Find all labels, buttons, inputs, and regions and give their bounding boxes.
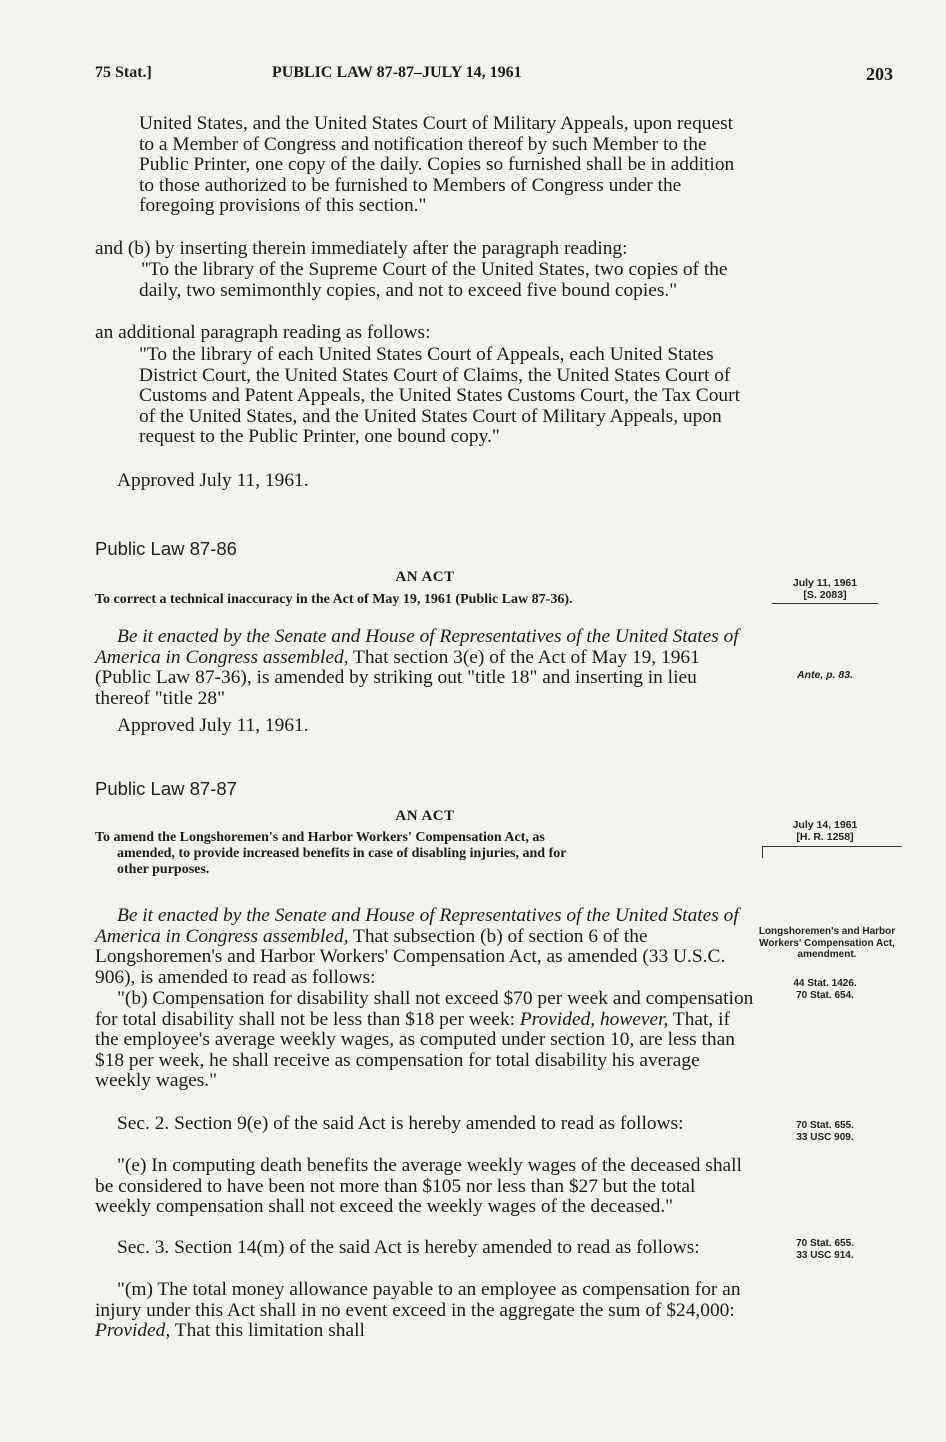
law-86-margin-rule [772,603,878,604]
quote-library: "To the library of each United States Court of Appeals, each United States District Court, the United States Court of Claims, the United States Court of Customs and Patent Appeals, the United States Customs Court, the Tax Court of the United States, and the United States Court of Military Appeals, upon request to the Public Printer, one bound copy." [139,344,740,448]
law-87-margin-note-2b: 33 USC 909. [796,1132,854,1143]
law-87-margin-tick [762,846,763,858]
law-86-title: To correct a technical inaccuracy in the Act of May 19, 1961 (Public Law 87-36). [95,592,573,607]
law-86-margin-date: July 11, 1961 [792,577,858,589]
additional-paragraph: an additional paragraph reading as follows: [95,322,431,343]
law-87-margin-date: July 14, 1961 [792,819,858,831]
law-87-margin-note-1c: 70 Stat. 654. [796,990,854,1001]
law-87-subsection-b: "(b) Compensation for disability shall not exceed $70 per week and compensation for total disability shall not be less than $18 per week: Provided, however, That, if the employee's average weekly wages, as computed under section 10, are less than $18 per week, he shall receive as compensation for total disability his average weekly wages." [95,988,754,1092]
law-87-enacting: Be it enacted by the Senate and House of Representatives of the United States of America in Congress assembled, That subsection (b) of section 6 of the Longshoremen's and Harbor Workers' Compensation Act, as amended (33 U.S.C. 906), is amended to read as follows: [95,905,739,988]
law-87-act-label: AN ACT [395,808,455,824]
amendment-b: and (b) by inserting therein immediately after the paragraph reading: [95,238,628,259]
law-87-title: To amend the Longshoremen's and Harbor Workers' Compensation Act, as amended, to provide increased benefits in case of disabling injuries, and for other purposes. [95,830,567,877]
law-86-heading: Public Law 87-86 [95,538,237,559]
law-87-heading: Public Law 87-87 [95,778,237,799]
law-87-sec-3: Sec. 3. Section 14(m) of the said Act is hereby amended to read as follows: [117,1237,700,1258]
law-87-margin-note-2a: 70 Stat. 655. [796,1120,854,1131]
law-86-margin-bill: [S. 2083] [803,589,847,601]
quote-supreme-court: "To the library of the Supreme Court of the United States, two copies of the daily, two semimonthly copies, and not to exceed five bound copies." [139,259,728,301]
law-86-approved: Approved July 11, 1961. [117,715,309,736]
law-87-margin-note-1b: 44 Stat. 1426. [793,978,857,989]
law-87-subsection-e: "(e) In computing death benefits the average weekly wages of the deceased shall be considered to have been not more than $105 nor less than $27 but the total weekly compensation shall not exceed the weekly wages of the deceased." [95,1155,742,1218]
law-87-margin-note-3b: 33 USC 914. [796,1250,854,1261]
law-87-margin-rule [762,846,902,847]
law-87-margin-bill: [H. R. 1258] [796,831,854,843]
stat-volume: 75 Stat.] [95,64,152,81]
quote-daily-copies: United States, and the United States Court of Military Appeals, upon request to a Member of Congress and notification thereof by such Member to the Public Printer, one copy of the daily. Copies so furnished shall be in addition to those authorized to be furnished to Members of Congress under the foregoing provisions of this section." [139,113,735,217]
law-87-sec-2: Sec. 2. Section 9(e) of the said Act is hereby amended to read as follows: [117,1113,684,1134]
law-86-enacting: Be it enacted by the Senate and House of Representatives of the United States of America in Congress assembled, That section 3(e) of the Act of May 19, 1961 (Public Law 87-36), is amended by striking out "title 18" and inserting in lieu thereof "title 28" [95,626,739,709]
running-head: PUBLIC LAW 87-87–JULY 14, 1961 [272,64,522,81]
approved-date: Approved July 11, 1961. [117,470,309,491]
law-87-subsection-m: "(m) The total money allowance payable to an employee as compensation for an injury under this Act shall in no event exceed in the aggregate the sum of $24,000: Provided, That this limitation shall [95,1279,741,1342]
page-number: 203 [866,64,893,84]
law-87-margin-note-1: Longshoremen's and Harbor Workers' Compensation Act, amendment. [758,926,896,960]
law-86-margin-ante: Ante, p. 83. [796,669,853,681]
law-87-margin-note-3a: 70 Stat. 655. [796,1238,854,1249]
law-86-act-label: AN ACT [395,569,455,585]
